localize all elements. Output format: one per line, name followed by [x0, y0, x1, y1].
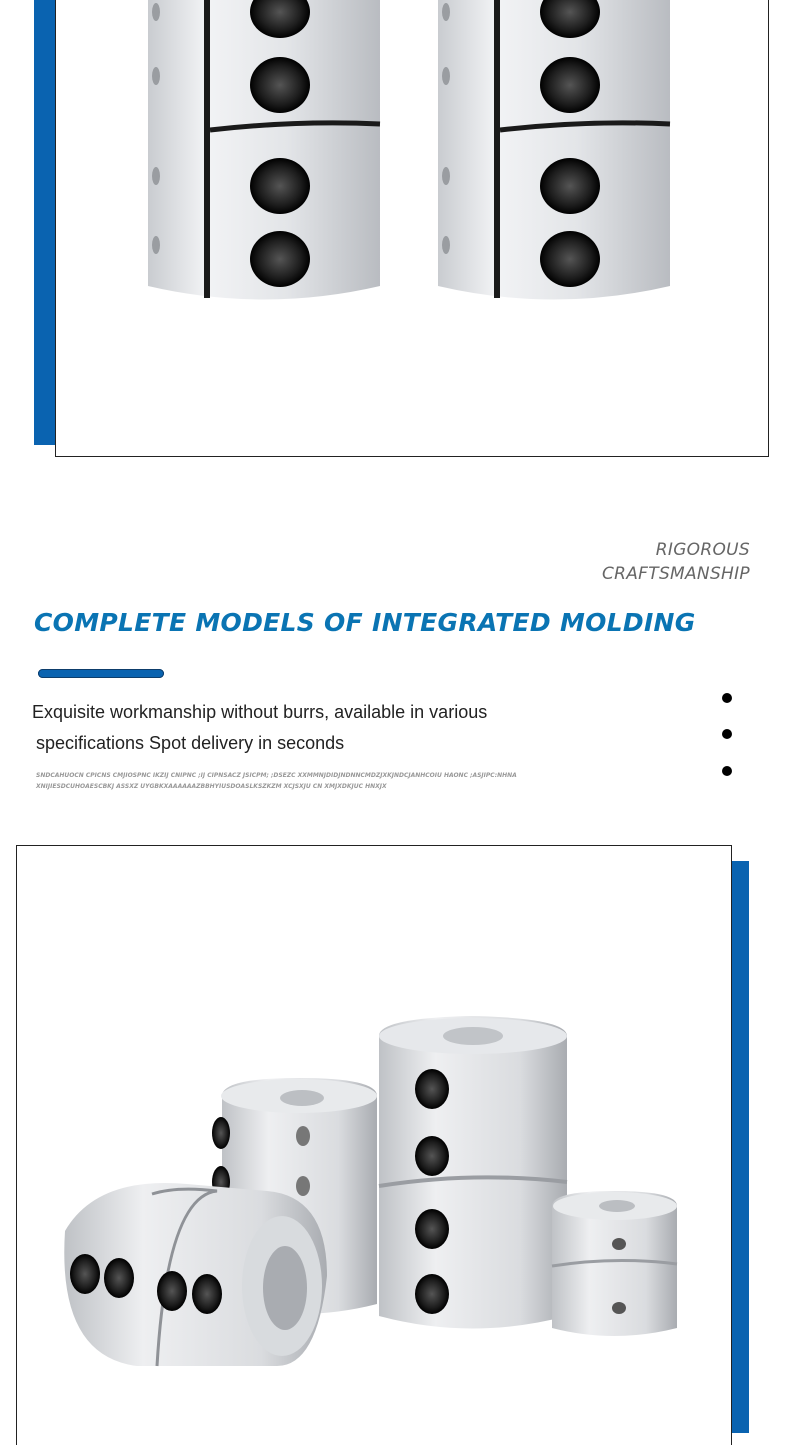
kicker-line-1: RIGOROUS: [655, 540, 750, 560]
filler-text: [36, 770, 536, 792]
bottom-product-frame: [16, 845, 732, 1445]
kicker-line-2: CRAFTSMANSHIP: [601, 564, 750, 584]
right-coupling: [438, 0, 670, 300]
top-coupling-pair-image: [56, 0, 770, 457]
bullet-dot-2: [722, 729, 732, 739]
top-accent-bar: [34, 0, 56, 445]
section-headline: COMPLETE MODELS OF INTEGRATED MOLDING: [34, 608, 696, 637]
top-product-frame: [55, 0, 769, 457]
left-coupling: [148, 0, 380, 300]
coupling-group-image: [17, 846, 731, 1434]
filler-line-2: XNIJIESDCUHOAESCBKJ ASSXZ UYGBKXAAAAAAZBBHYIUSDOASLKSZKZM XCJSXJU CN XMJXDKJUC HNXJX: [36, 783, 387, 790]
bullet-dot-1: [722, 693, 732, 703]
bullet-dot-3: [722, 766, 732, 776]
front-coupling: [64, 1183, 327, 1366]
description-line-2: specifications Spot delivery in seconds: [36, 733, 345, 753]
filler-line-1: SNDCAHUOCN CPICNS CMJIOSPNC IKZIJ CNIPNC ;IJ CIPNSACZ JSICPM; ;DSEZC XXMMNJDIDJNDNNCMDZJXKJNDCJANHCOIU HAONC ;ASJIPC:NHNA: [36, 772, 517, 779]
description-line-1: Exquisite workmanship without burrs, available in various: [32, 702, 488, 722]
headline-accent-bar: [38, 669, 164, 678]
section-kicker: [490, 538, 750, 586]
bottom-accent-bar: [731, 861, 749, 1433]
small-coupling: [552, 1191, 677, 1336]
tall-coupling: [379, 1016, 567, 1329]
